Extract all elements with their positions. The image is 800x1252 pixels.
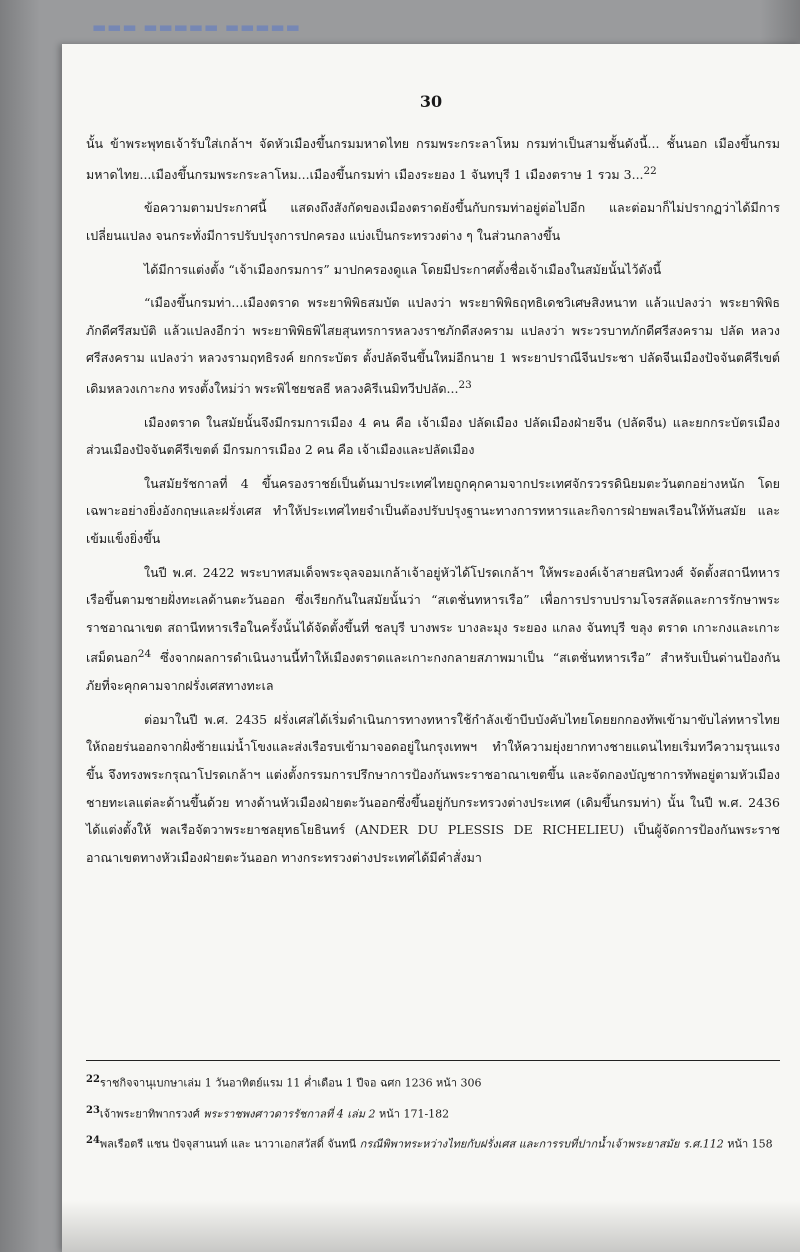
faded-stamp: ▬▬▬ ▬▬▬▬▬ ▬▬▬▬▬ <box>92 18 301 36</box>
footnote-23: $^{23}$เจ้าพระยาทิพากรวงศ์ พระราชพงศาวดารรัชกาลที่ 4 เล่ม 2 หน้า 171-182 <box>86 1104 450 1121</box>
footnote-divider <box>86 1060 780 1061</box>
page-number: 30 <box>419 92 443 111</box>
paragraph-3: ได้มีการแต่งตั้ง “เจ้าเมืองกรมการ” มาปกครองดูแล โดยมีประกาศตั้งชื่อเจ้าเมืองในสมัยนั้นไว้ดังนี้ <box>144 261 662 277</box>
footnotes <box>86 1066 780 1158</box>
footnote-24: $^{24}$พลเรือตรี แชน ปัจจุสานนท์ และ นาวาเอกสวัสดิ์ จันทนี กรณีพิพาทระหว่างไทยกับฝรั่งเศส และการรบที่ปากน้ำเจ้าพระยาสมัย ร.ศ.112 หน้า 158 <box>86 1135 773 1151</box>
paragraph-7: ในปี พ.ศ. 2422 พระบาทสมเด็จพระจุลจอมเกล้าเจ้าอยู่หัวได้โปรดเกล้าฯ ให้พระองค์เจ้าสายสนิทวงศ์ จัดตั้งสถานีทหารเรือขึ้นตามชายฝั่งทะเลด้านตะวันออก ซึ่งเรียกกันในสมัยนั้นว่า “สเตชั่นทหารเรือ” เพื่อการปราบปรามโจรสลัดและการรักษาพระราชอาณาเขต สถานีทหารเรือในครั้งนั้นได้จัดตั้งขึ้นที่ ชลบุรี บางพระ บางละมุง ระยอง แกลง จันทบุรี ขลุง ตราด เกาะกงและเกาะเสม็ดนอก$^{24}$ ซึ่งจากผลการดำเนินงานนี้ทำให้เมืองตราดและเกาะกงกลายสภาพมาเป็น “สเตชั่นทหารเรือ” สำหรับเป็นด่านป้องกันภัยที่จะคุกคามจากฝรั่งเศสทางทะเล <box>86 564 780 694</box>
book-page <box>62 44 800 1252</box>
paragraph-8: ต่อมาในปี พ.ศ. 2435 ฝรั่งเศสได้เริ่มดำเนินการทางทหารใช้กำลังเข้าบีบบังคับไทยโดยยกกองทัพเข้ามาขับไล่ทหารไทยให้ถอยร่นออกจากฝั่งซ้ายแม่น้ำโขงและส่งเรือรบเข้ามาจอดอยู่ในกรุงเทพฯ ทำให้ความยุ่งยากทางชายแดนไทยเริ่มทวีความรุนแรงขึ้น จึงทรงพระกรุณาโปรดเกล้าฯ แต่งตั้งกรรมการปรึกษาการป้องกันพระราชอาณาเขตขึ้น และจัดกองบัญชาการทัพอยู่ตามหัวเมืองชายทะเลแต่ละด้านขึ้นด้วย ทางด้านหัวเมืองฝ่ายตะวันออกซึ่งขึ้นอยู่กับกระทรวงต่างประเทศ (เดิมขึ้นกรมท่า) นั้น ในปี พ.ศ. 2436 ได้แต่งตั้งให้ พลเรือจัตวาพระยาชลยุทธโยธินทร์ (ANDER DU PLESSIS DE RICHELIEU) เป็นผู้จัดการป้องกันพระราชอาณาเขตทางหัวเมืองฝ่ายตะวันออก ทางกระทรวงต่างประเทศได้มีคำสั่งมา <box>86 711 780 865</box>
page-body <box>86 130 780 877</box>
footnote-22: $^{22}$ราชกิจจานุเบกษาเล่ม 1 วันอาทิตย์แรม 11 ค่ำเดือน 1 ปีจอ ฉศก 1236 หน้า 306 <box>86 1074 482 1090</box>
paragraph-2: ข้อความตามประกาศนี้ แสดงถึงสังกัดของเมืองตราดยังขึ้นกับกรมท่าอยู่ต่อไปอีก และต่อมาก็ไม่ปรากฏว่าได้มีการเปลี่ยนแปลง จนกระทั่งมีการปรับปรุงการปกครอง แบ่งเป็นกระทรวงต่าง ๆ ในส่วนกลางขึ้น <box>86 200 780 243</box>
page-bottom-shadow <box>62 1200 800 1252</box>
paragraph-6: ในสมัยรัชกาลที่ 4 ขึ้นครองราชย์เป็นต้นมาประเทศไทยถูกคุกคามจากประเทศจักรวรรดินิยมตะวันตกอย่างหนัก โดยเฉพาะอย่างยิ่งอังกฤษและฝรั่งเศส ทำให้ประเทศไทยจำเป็นต้องปรับปรุงฐานะทางการทหารและกิจการฝ่ายพลเรือนให้ทันสมัย และเข้มแข็งยิ่งขึ้น <box>86 475 780 547</box>
paragraph-4-quote: “เมืองขึ้นกรมท่า...เมืองตราด พระยาพิพิธสมบัต แปลงว่า พระยาพิพิธฤทธิเดชวิเศษสิงหนาท แล้วแปลงว่า พระยาพิพิธภักดีศรีสมบัติ แล้วแปลงอีกว่า พระยาพิพิธพิไสยสุนทรการหลวงราชภักดีสงคราม แปลงว่า พระวรบาทภักดีศรีสงคราม ปลัด หลวงศรีสงคราม แปลงว่า หลวงรามฤทธิรงค์ ยกกระบัตร ตั้งปลัดจีนขึ้นใหม่อีกนาย 1 พระยาปราณีจีนประชา ปลัดจีนเมืองปัจจันตคีรีเขต์เดิมหลวงเกาะกง ทรงตั้งใหม่ว่า พระพิไชยชลธี หลวงคิรีเนมิทวีปปลัด...$^{23}$ <box>86 295 780 397</box>
paragraph-1: นั้น ข้าพระพุทธเจ้ารับใส่เกล้าฯ จัดหัวเมืองขึ้นกรมมหาดไทย กรมพระกระลาโหม กรมท่าเป็นสามชั้นดังนี้... ชั้นนอก เมืองขึ้นกรมมหาดไทย...เมืองขึ้นกรมพระกระลาโหม...เมืองขึ้นกรมท่า เมืองระยอง 1 จันทบุรี 1 เมืองตราษ 1 รวม 3...$^{22}$ <box>86 136 780 182</box>
paragraph-5: เมืองตราด ในสมัยนั้นจึงมีกรมการเมือง 4 คน คือ เจ้าเมือง ปลัดเมือง ปลัดเมืองฝ่ายจีน (ปลัดจีน) และยกกระบัตรเมือง ส่วนเมืองปัจจันตคีรีเขตต์ มีกรมการเมือง 2 คน คือ เจ้าเมืองและปลัดเมือง <box>86 414 780 458</box>
